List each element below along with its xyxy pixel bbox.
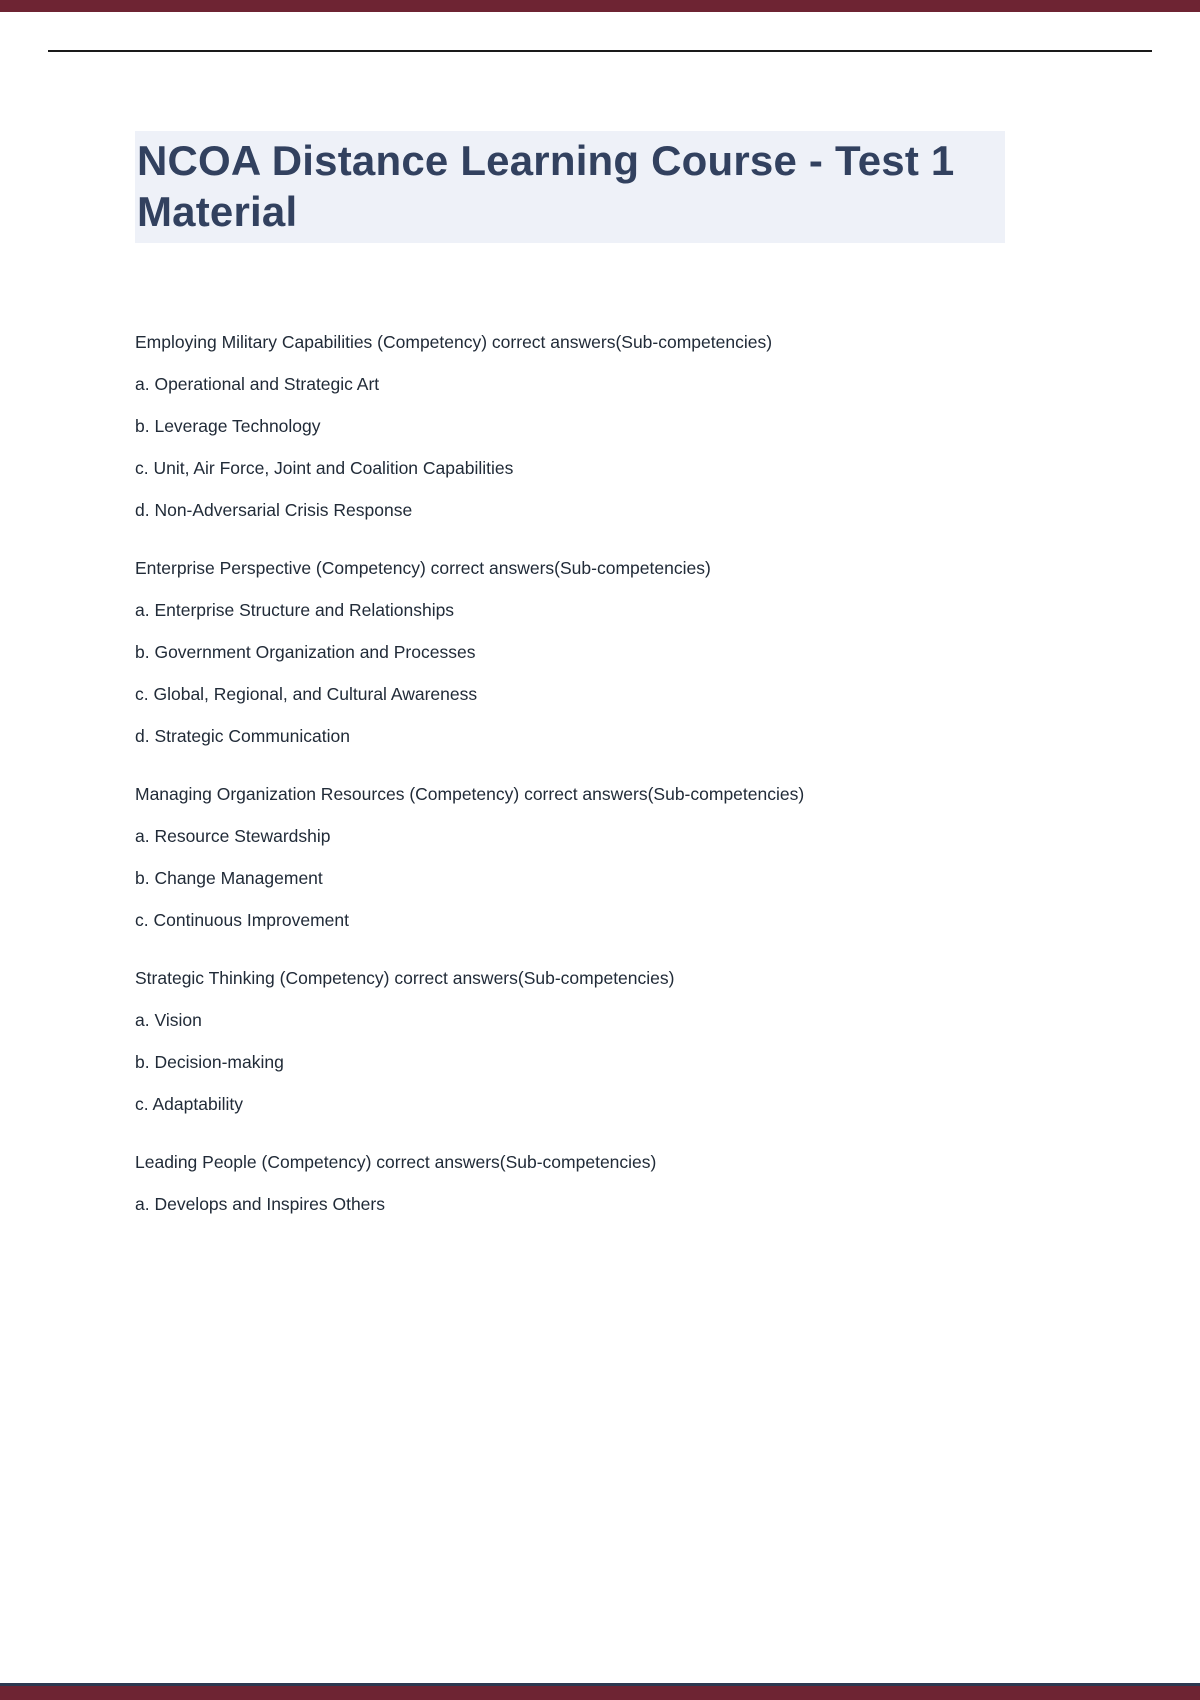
qa-block	[135, 785, 1065, 929]
question-text: Strategic Thinking (Competency) correct answers(Sub-competencies)	[135, 968, 675, 988]
answer-line: b. Decision-making	[135, 1052, 284, 1072]
question-text: Leading People (Competency) correct answers(Sub-competencies)	[135, 1152, 657, 1172]
answer-line: b. Government Organization and Processes	[135, 642, 476, 662]
answer-line: d. Non-Adversarial Crisis Response	[135, 500, 413, 520]
answer-line: a. Develops and Inspires Others	[135, 1194, 385, 1214]
answer-line: a. Enterprise Structure and Relationships	[135, 600, 455, 620]
answer-line: d. Strategic Communication	[135, 726, 350, 746]
qa-block	[135, 969, 1065, 1113]
qa-block	[135, 333, 1065, 519]
answer-line: c. Continuous Improvement	[135, 910, 349, 930]
answer-line: b. Change Management	[135, 868, 323, 888]
answer-line: c. Global, Regional, and Cultural Awareness	[135, 684, 478, 704]
answer-line: a. Resource Stewardship	[135, 826, 331, 846]
qa-block	[135, 559, 1065, 745]
bottom-border-bar	[0, 1686, 1200, 1700]
answer-line: a. Operational and Strategic Art	[135, 374, 380, 394]
answer-line: b. Leverage Technology	[135, 416, 321, 436]
question-text: Enterprise Perspective (Competency) correct answers(Sub-competencies)	[135, 558, 711, 578]
document-content	[135, 0, 1065, 1253]
question-text: Managing Organization Resources (Competency) correct answers(Sub-competencies)	[135, 784, 805, 804]
qa-block	[135, 1153, 1065, 1213]
page-title: NCOA Distance Learning Course - Test 1 Material	[135, 131, 1005, 243]
question-text: Employing Military Capabilities (Competency) correct answers(Sub-competencies)	[135, 332, 773, 352]
answer-line: a. Vision	[135, 1010, 202, 1030]
answer-line: c. Adaptability	[135, 1094, 243, 1114]
answer-line: c. Unit, Air Force, Joint and Coalition Capabilities	[135, 458, 514, 478]
